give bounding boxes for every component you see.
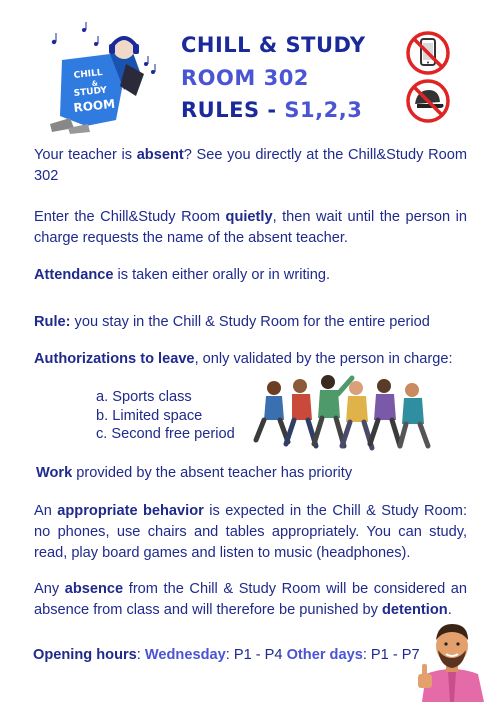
emphasis-work: Work [36,465,73,481]
rule-enter-quietly [34,207,467,249]
logo-text-line1: CHILL [73,68,104,81]
text: Enter the Chill&Study Room [34,209,226,225]
rule-attendance [34,265,467,286]
text: from the Chill & Study Room will be considered an absence from class and will therefore be punished by [34,581,468,618]
text: Any [34,581,65,597]
logo-text-line4: ROOM [72,96,116,115]
logo-text-line3: STUDY [73,85,108,99]
text: , only validated by the person in charge: [194,351,453,367]
rule-absence-detention [34,579,467,621]
title-levels: S1,2,3 [284,98,363,122]
rule-work-priority [36,463,469,484]
opening-hours-label: Opening hours [33,647,137,663]
emphasis-authorizations: Authorizations to leave [34,351,195,367]
no-phone-icon [405,30,451,76]
running-students-illustration [252,366,432,452]
emphasis-attendance: Attendance [34,267,114,283]
no-cap-icon [405,78,451,124]
emphasis-detention: detention [382,602,448,618]
rule-stay [34,312,467,333]
text: is expected in the Chill & Study Room: no phones, use chairs and tables appropriately. You can study, read, play board games and listen to music (headphones). [34,503,467,561]
opening-hours [33,647,420,663]
range-wednesday: : P1 - P4 [225,647,287,663]
list-item: b. Limited space [96,407,203,424]
rule-behavior [34,501,467,564]
thumbs-up-man-illustration [412,616,492,702]
title-line-3 [181,98,362,122]
rule-absent-teacher [34,145,467,187]
chill-study-logo [40,20,160,135]
title-line-1: CHILL & STUDY [181,33,366,57]
text: Your teacher is [34,147,137,163]
title-rules: RULES - [181,98,285,122]
text: . [447,602,452,618]
day-other: Other days [286,647,363,663]
emphasis-absent: absent [136,147,184,163]
logo-text-line2: & [91,79,99,88]
text: ? See you directly at the Chill&Study Room 302 [34,147,467,184]
emphasis-behavior: appropriate behavior [57,503,204,519]
text: , then wait until the person in charge requests the name of the absent teacher. [34,209,468,246]
text: An [34,503,58,519]
list-item: a. Sports class [96,389,192,405]
text: provided by the absent teacher has priority [72,465,353,481]
text: is taken either orally or in writing. [113,267,331,283]
leave-reasons-list [96,388,235,444]
title-line-2: ROOM 302 [181,66,309,90]
text: you stay in the Chill & Study Room for the entire period [70,314,430,330]
emphasis-absence: absence [64,581,124,597]
range-other: : P1 - P7 [362,647,420,663]
day-wednesday: Wednesday [144,647,226,663]
emphasis-rule: Rule: [34,314,71,330]
emphasis-quietly: quietly [225,209,273,225]
text: : [136,647,145,663]
list-item: c. Second free period [96,426,235,442]
